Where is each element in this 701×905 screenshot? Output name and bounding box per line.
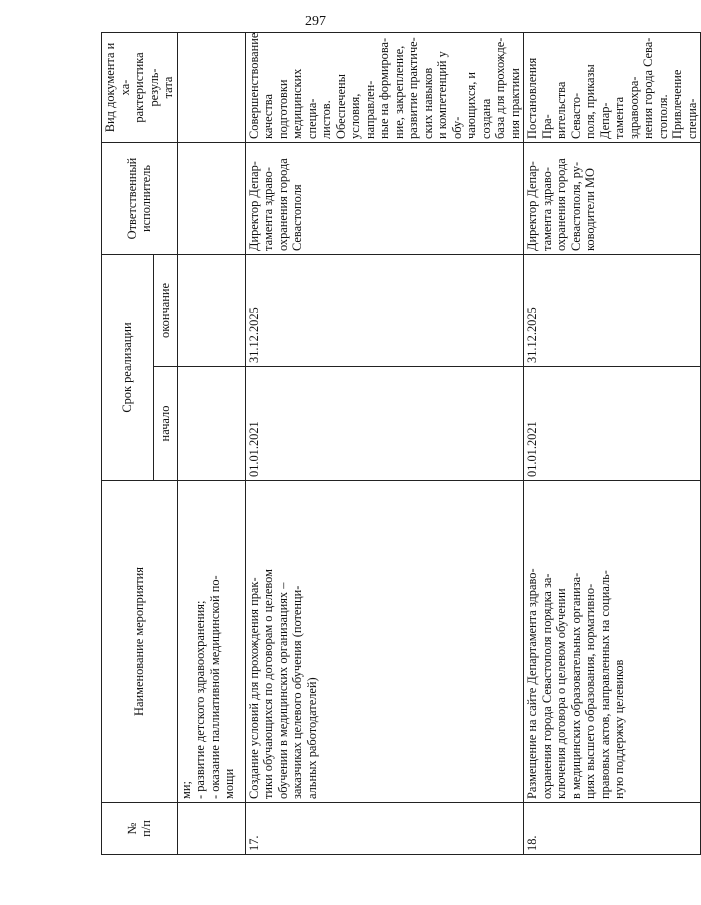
row-responsible	[177, 143, 245, 255]
row-name: Создание условий для прохождения прак- тики обучающихся по договорам о целевом обучении в медицинских организациях – заказчиках целевого обучения (потенци- альных работодателей)	[245, 481, 524, 803]
table-row-17	[245, 33, 524, 855]
activities-table	[101, 32, 701, 855]
table-header	[102, 33, 178, 855]
page-number: 297	[305, 14, 326, 29]
table-row-18	[524, 33, 701, 855]
row-result: Совершенствование качества подготовки медицинских специа- листов. Обеспечены условия, направлен- ные на формирова- ние, закрепление, развитие практиче- ских навыков и компетенций у обу- чающихся, и создана база для прохожде- ния практики	[245, 33, 524, 143]
header-num: № п/п	[102, 803, 178, 855]
row-result: Постановления Пра- вительства Севасто- поля, приказы Депар- тамента здравоохра- нения города Сева- стополя. Привлечение специа-	[524, 33, 701, 143]
row-end: 31.12.2025	[245, 255, 524, 367]
row-num: 18.	[524, 803, 701, 855]
header-responsible: Ответственный исполнитель	[102, 143, 178, 255]
row-responsible: Директор Депар- тамента здраво- охранения города Севастополя	[245, 143, 524, 255]
rotated-table-wrapper	[101, 32, 699, 855]
row-name: ми; - развитие детского здравоохранения; - оказание паллиативной медицинской по- мощи	[177, 481, 245, 803]
header-term: Срок реализации	[102, 255, 154, 481]
row-responsible: Директор Депар- тамента здраво- охранения города Севастополя, ру- ководители МО	[524, 143, 701, 255]
row-num: 17.	[245, 803, 524, 855]
row-start: 01.01.2021	[245, 367, 524, 481]
row-start: 01.01.2021	[524, 367, 701, 481]
row-num	[177, 803, 245, 855]
row-end	[177, 255, 245, 367]
row-start	[177, 367, 245, 481]
header-result: Вид документа и ха- рактеристика резуль- тата	[102, 33, 178, 143]
header-end: окончание	[154, 255, 177, 367]
row-result	[177, 33, 245, 143]
row-name: Размещение на сайте Департамента здраво- охранения города Севастополя порядка за- ключения договора о целевом обучении в медицинских образовательных организа- циях высшего образования, нормативно- правовых актов, направленных на социаль- ную поддержку целевиков	[524, 481, 701, 803]
header-start: начало	[154, 367, 177, 481]
table-row-continuation	[177, 33, 245, 855]
header-name: Наименование мероприятия	[102, 481, 178, 803]
row-end: 31.12.2025	[524, 255, 701, 367]
